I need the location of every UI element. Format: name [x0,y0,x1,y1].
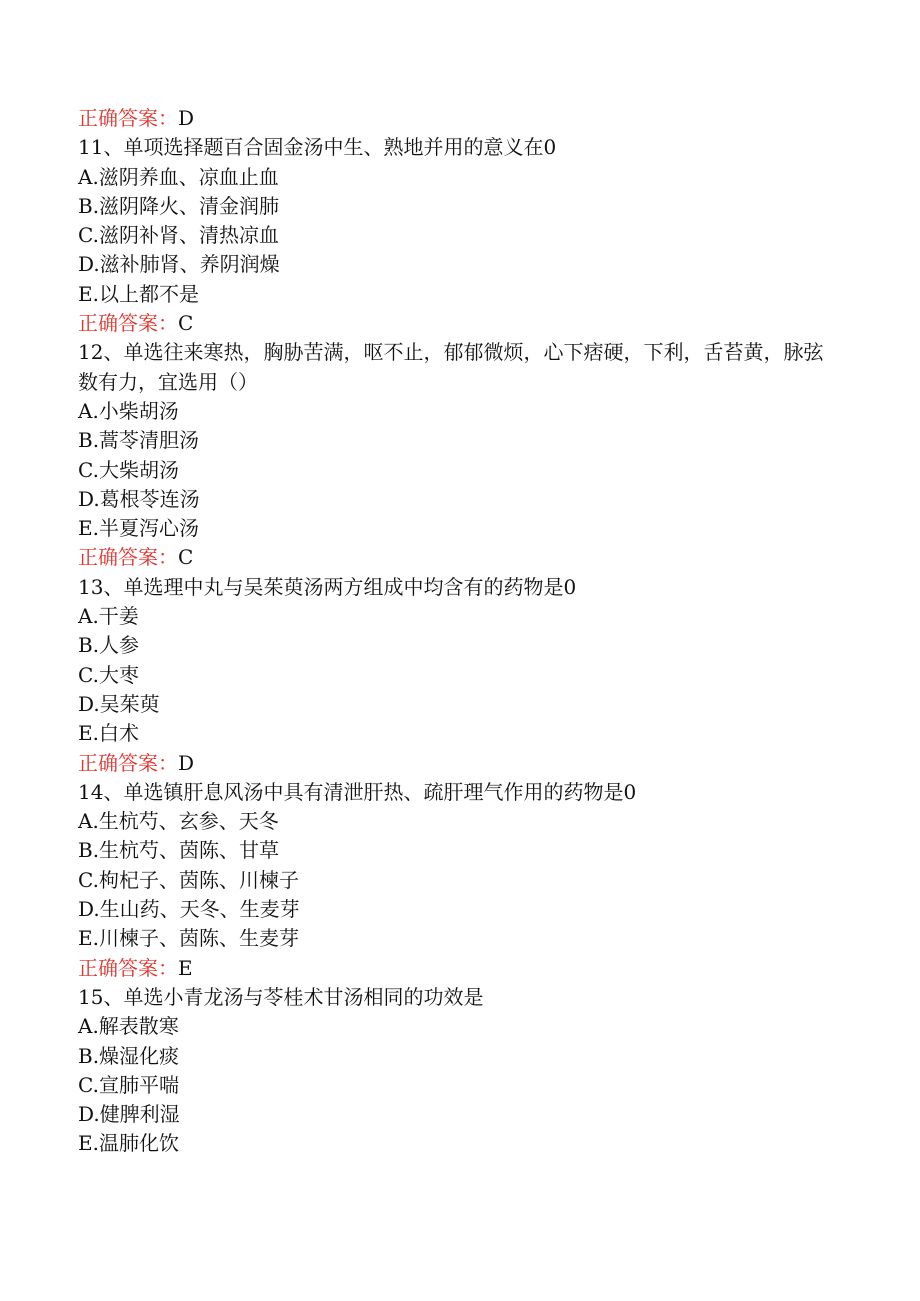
option-c: C.大柴胡汤 [78,457,179,482]
option-c: C.大枣 [78,662,139,687]
answer-value: D [178,106,195,130]
question-14 [78,778,838,983]
option-b: B.生杭芍、茵陈、甘草 [78,838,280,863]
option-a: A.生杭芍、玄参、天冬 [78,809,279,834]
option-a: A.解表散寒 [78,1014,179,1039]
answer-value: C [178,311,194,336]
option-c: C.滋阴补肾、清热凉血 [78,223,279,248]
answer-value: E [178,955,193,980]
question-15 [78,983,838,1159]
answer-line [78,543,838,572]
option-d: D.吴茱萸 [78,691,160,716]
option-d: D.滋补肺肾、养阴润燥 [78,252,280,277]
answer-label: 正确答案： [78,545,178,570]
option-e: E.温肺化饮 [78,1131,179,1156]
answer-line [78,749,838,778]
option-c: C.宣肺平喘 [78,1072,179,1097]
option-e: E.川楝子、茵陈、生麦芽 [78,926,299,951]
option-b: B.人参 [78,633,140,658]
answer-label: 正确答案： [78,311,178,336]
option-b: B.滋阴降火、清金润肺 [78,193,280,218]
option-a: A.小柴胡汤 [78,398,179,423]
option-e: E.以上都不是 [78,281,199,306]
answer-label: 正确答案： [78,955,178,980]
answer-label: 正确答案： [78,106,178,130]
option-d: D.生山药、天冬、生麦芽 [78,897,300,922]
answer-value: C [178,545,194,570]
option-a: A.滋阴养血、凉血止血 [78,164,279,189]
document-body [78,104,838,1159]
question-text: 15、单选小青龙汤与苓桂术甘汤相同的功效是 [78,984,484,1009]
answer-line [78,104,838,133]
option-a: A.干姜 [78,604,139,629]
question-13 [78,573,838,778]
question-11 [78,133,838,338]
option-d: D.葛根苓连汤 [78,486,200,511]
option-c: C.枸杞子、茵陈、川楝子 [78,867,299,892]
question-12 [78,338,838,572]
answer-line [78,309,838,338]
answer-line [78,954,838,983]
question-text: 11、单项选择题百合固金汤中生、熟地并用的意义在0 [78,135,557,160]
option-d: D.健脾利湿 [78,1102,180,1127]
question-text: 14、单选镇肝息风汤中具有清泄肝热、疏肝理气作用的药物是0 [78,779,637,804]
answer-value: D [178,750,195,775]
question-text: 12、单选往来寒热，胸胁苦满，呕不止，郁郁微烦，心下痞硬，下利，舌苔黄，脉弦数有力，宜选用（） [78,340,824,394]
option-e: E.半夏泻心汤 [78,516,199,541]
option-b: B.燥湿化痰 [78,1043,180,1068]
option-b: B.蒿苓清胆汤 [78,428,200,453]
question-text: 13、单选理中丸与吴茱萸汤两方组成中均含有的药物是0 [78,574,577,599]
answer-label: 正确答案： [78,750,178,775]
option-e: E.白术 [78,721,139,746]
